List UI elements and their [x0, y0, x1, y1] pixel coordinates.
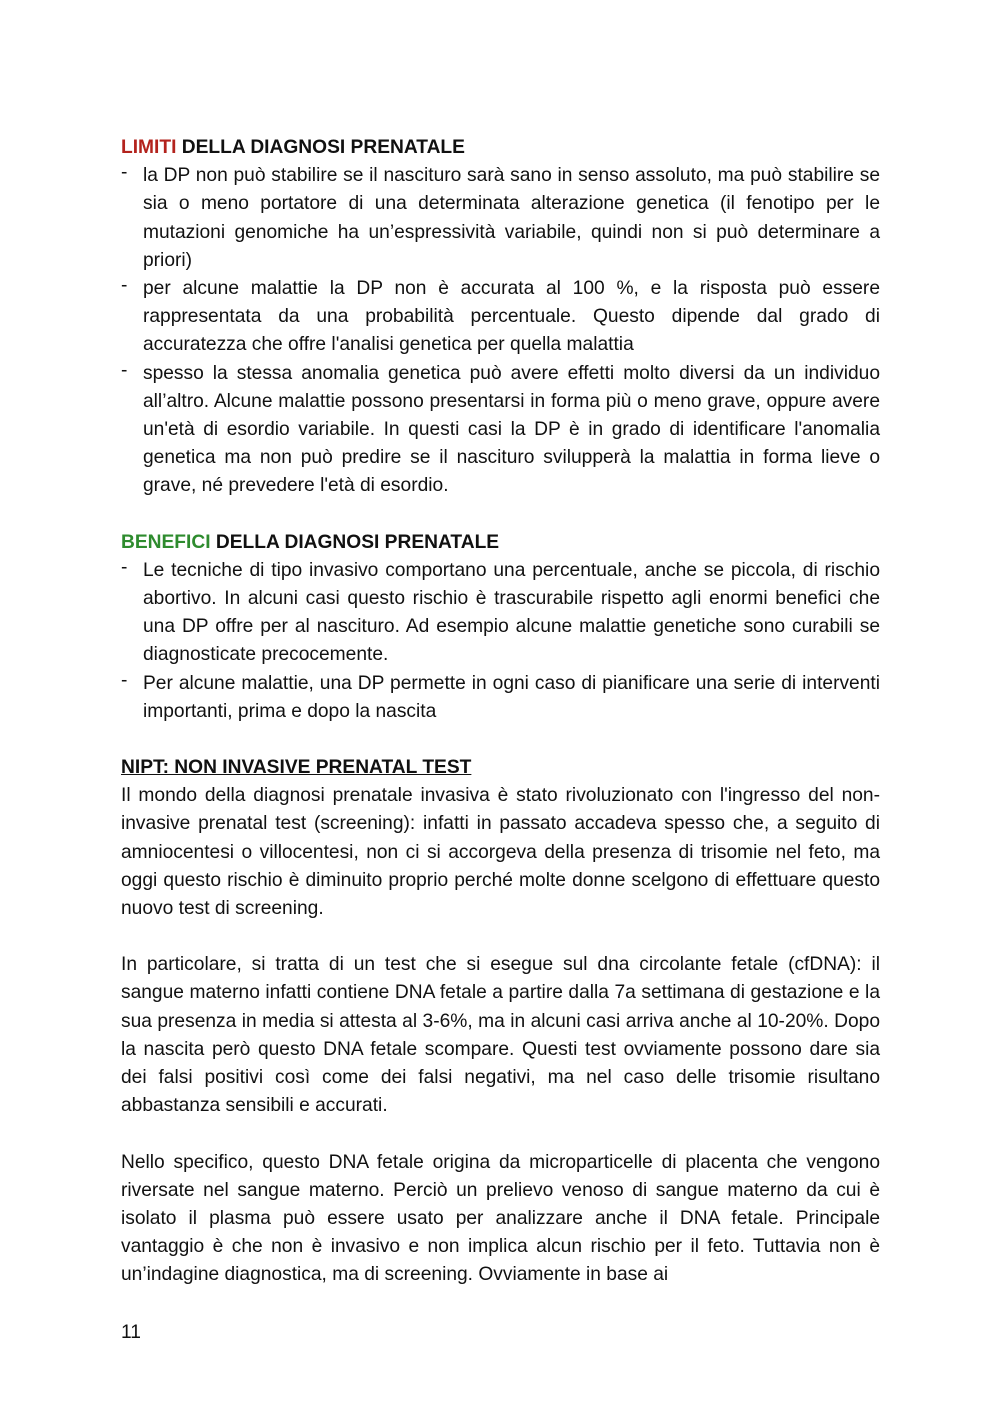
- heading-rest: DELLA DIAGNOSI PRENATALE: [210, 531, 500, 553]
- list-item: - la DP non può stabilire se il nascituro sarà sano in senso assoluto, ma può stabilire se sia o meno portatore di una determinata alterazione genetica (il fenotipo per le mutazioni genomiche ha un’espressività variabile, quindi non si può determinare a priori): [121, 162, 880, 275]
- limiti-list: [121, 162, 880, 500]
- section-heading-nipt: NIPT: NON INVASIVE PRENATAL TEST: [121, 757, 472, 779]
- heading-rest: DELLA DIAGNOSI PRENATALE: [176, 137, 465, 158]
- benefici-list: [121, 557, 880, 726]
- section-heading-limiti: [121, 134, 880, 162]
- list-item: - Per alcune malattie, una DP permette in ogni caso di pianificare una serie di interventi importanti, prima e dopo la nascita: [121, 670, 880, 726]
- section-heading-benefici: [121, 529, 880, 557]
- list-item: - spesso la stessa anomalia genetica può avere effetti molto diversi da un individuo all’altro. Alcune malattie possono presentarsi in forma più o meno grave, oppure avere un'età di esordio variabile. In questi casi la DP è in grado di identificare l'anomalia genetica ma non può predire se il nascituro svilupperà la malattia in forma lieve o grave, né prevedere l'età di esordio.: [121, 360, 880, 501]
- paragraph: Nello specifico, questo DNA fetale origina da microparticelle di placenta che vengono riversate nel sangue materno. Perciò un prelievo venoso di sangue materno da cui è isolato il plasma può essere usato per analizzare anche il DNA fetale. Principale vantaggio è che non è invasivo e non implica alcun rischio per il feto. Tuttavia non è un’indagine diagnostica, ma di screening. Ovviamente in base ai: [121, 1151, 880, 1286]
- paragraph: Il mondo della diagnosi prenatale invasiva è stato rivoluzionato con l'ingresso del non-invasive prenatal test (screening): infatti in passato accadeva spesso che, a seguito di amniocentesi o villocentesi, non ci si accorgeva della presenza di trisomie nel feto, ma oggi questo rischio è diminuito proprio perché molte donne scelgono di effettuare questo nuovo test di screening.: [121, 785, 880, 920]
- heading-keyword-limiti: LIMITI: [121, 137, 177, 158]
- paragraph: In particolare, si tratta di un test che si esegue sul dna circolante fetale (cfDNA): il sangue materno infatti contiene DNA fetale a partire dalla 7a settimana di gestazione e la sua presenza in media si attesta al 3-6%, ma in alcuni casi arriva anche al 10-20%. Dopo la nascita però questo DNA fetale scompare. Questi test ovviamente possono dare sia dei falsi positivi così come dei falsi negativi, ma nel caso delle trisomie risultano abbastanza sensibili e accurati.: [121, 954, 880, 1117]
- heading-keyword-benefici: BENEFICI: [121, 531, 211, 553]
- page-number: 11: [121, 1322, 141, 1343]
- list-item: - Le tecniche di tipo invasivo comportano una percentuale, anche se piccola, di rischio abortivo. In alcuni casi questo rischio è trascurabile rispetto agli enormi benefici che una DP offre per al nascituro. Ad esempio alcune malattie genetiche sono curabili se diagnosticate precocemente.: [121, 557, 880, 670]
- document-page: [121, 134, 880, 1290]
- list-item: - per alcune malattie la DP non è accurata al 100 %, e la risposta può essere rappresentata da una probabilità percentuale. Questo dipende dal grado di accuratezza che offre l'analisi genetica per quella malattia: [121, 275, 880, 360]
